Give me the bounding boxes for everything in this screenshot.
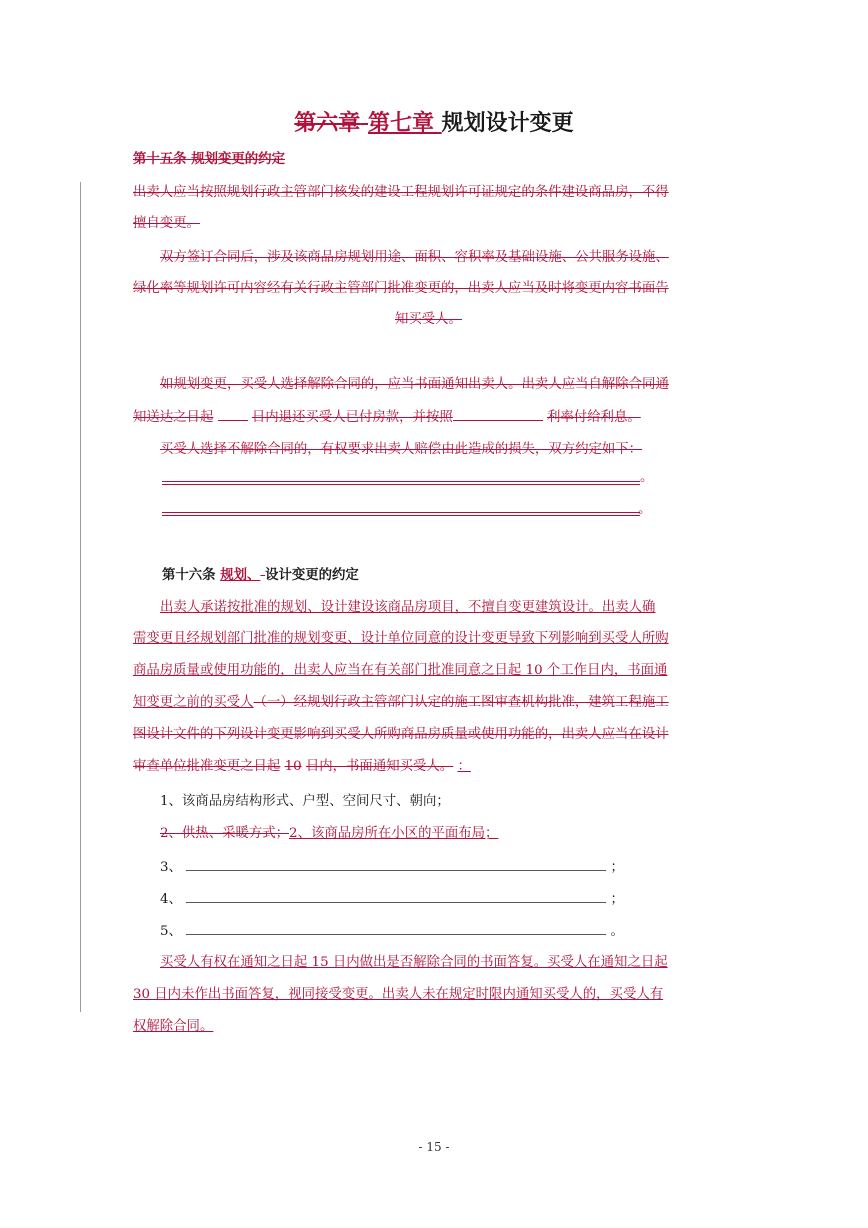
art16-item-3-num: 3、 <box>160 860 182 875</box>
chapter-title-text: 规划设计变更 <box>441 111 574 136</box>
art16-item-2 <box>160 824 498 844</box>
art16-item-4-end: ； <box>610 892 624 907</box>
chapter-pad <box>434 111 442 136</box>
art16-heading-title: 设计变更的约定 <box>265 568 359 583</box>
art15-p1-l2: 擅自变更。 <box>133 216 200 231</box>
art16-item-5-end: 。 <box>610 924 624 939</box>
art16-p2-l3: 权解除合同。 <box>133 1019 214 1034</box>
art15-blank-line-1a <box>162 481 640 482</box>
art15-blank-line-2a <box>162 512 640 513</box>
art16-item-2-del: 2、供热、采暖方式； <box>160 826 290 841</box>
chapter-sep <box>360 111 368 136</box>
art15-blank-line-1-end: 。 <box>640 470 654 485</box>
revision-margin-bar <box>80 182 81 1012</box>
art15-days-blank <box>218 406 248 421</box>
art16-p1-l4 <box>133 693 669 713</box>
art16-item-2-ins: 2、该商品房所在小区的平面布局； <box>289 826 499 841</box>
page-number: - 15 - <box>418 1140 450 1154</box>
art16-item-5 <box>160 920 624 942</box>
art15-p2-l2: 绿化率等规划许可内容经有关行政主管部门批准变更的，出卖人应当及时将变更内容书面告 <box>133 281 669 296</box>
art15-rate-blank <box>453 406 543 421</box>
art16-heading-ins: 规划、 <box>220 568 261 583</box>
art16-item-4 <box>160 888 624 910</box>
art16-p1-l5: 图设计文件的下列设计变更影响到买受人所购商品房质量或使用功能的，出卖人应当在设计 <box>133 727 669 742</box>
art16-item-3-blank[interactable] <box>186 856 606 871</box>
art15-p2-l1: 双方签订合同后，涉及该商品房规划用途、面积、容积率及基础设施、公共服务设施、 <box>160 250 669 265</box>
art15-p3-l2-a: 知送达之日起 <box>133 410 214 425</box>
art16-item-5-num: 5、 <box>160 924 182 939</box>
art15-p4-l1: 买受人选择不解除合同的，有权要求出卖人赔偿由此造成的损失，双方约定如下： <box>160 442 643 457</box>
chapter-new: 第七章 <box>367 111 434 136</box>
art16-p1-l6-c: 日内，书面通知买受人。 <box>305 759 454 774</box>
chapter-old: 第六章 <box>294 111 361 136</box>
art15-blank-line-2b <box>162 515 640 516</box>
art15-heading-num: 第十五条 <box>133 152 187 167</box>
art16-p1-l4-a: 知变更之前的买受人 <box>133 695 254 710</box>
art15-p1-l1: 出卖人应当按照规划行政主管部门核发的建设工程规划许可证规定的条件建设商品房，不得 <box>133 185 669 200</box>
art16-p2-l2: 30 日内未作出书面答复，视同接受变更。出卖人未在规定时限内通知买受人的，买受人有 <box>133 987 664 1002</box>
art16-p1-l1: 出卖人承诺按批准的规划、设计建设该商品房项目，不擅自变更建筑设计。出卖人确 <box>160 600 656 615</box>
art16-p2-l1: 买受人有权在通知之日起 15 日内做出是否解除合同的书面答复。买受人在通知之日起 <box>160 955 668 970</box>
chapter-title <box>0 109 868 139</box>
art16-p1-l6 <box>133 757 471 777</box>
art15-p3-l1: 如规划变更，买受人选择解除合同的，应当书面通知出卖人。出卖人应当自解除合同通 <box>160 377 669 392</box>
art16-p1-l6-b: 10 <box>284 759 302 774</box>
art16-item-3 <box>160 856 624 878</box>
art16-p1-l4-b: （一）经规划行政主管部门认定的施工图审查机构批准，建筑工程施工 <box>253 695 669 710</box>
art15-p3-l2-c: 利率付给利息。 <box>547 410 641 425</box>
art16-heading <box>162 566 359 586</box>
art16-item-3-end: ； <box>610 860 624 875</box>
art15-blank-line-2-end: 。 <box>638 502 652 517</box>
art16-p1-l3: 商品房质量或使用功能的，出卖人应当在有关部门批准同意之日起 10 个工作日内，书面通 <box>133 663 668 678</box>
art15-blank-line-1b <box>162 484 640 485</box>
art16-heading-num: 第十六条 <box>162 568 216 583</box>
art15-p3-l2 <box>133 406 641 428</box>
art16-p1-l6-d: ： <box>457 759 471 774</box>
art16-p1-l2: 需变更且经规划部门批准的规划变更、设计单位同意的设计变更导致下列影响到买受人所购 <box>133 631 669 646</box>
art16-item-1: 1、该商品房结构形式、户型、空间尺寸、朝向； <box>160 794 450 809</box>
art15-p3-l2-b: 日内退还买受人已付房款，并按照 <box>251 410 453 425</box>
art16-p1-l6-a: 审查单位批准变更之日起 <box>133 759 281 774</box>
art16-item-4-blank[interactable] <box>186 888 606 903</box>
art15-heading <box>133 150 285 170</box>
art16-item-5-blank[interactable] <box>186 920 606 935</box>
art15-p2-l3: 知买受人。 <box>395 312 462 327</box>
art15-heading-title: 规划变更的约定 <box>191 152 285 167</box>
art16-item-4-num: 4、 <box>160 892 182 907</box>
